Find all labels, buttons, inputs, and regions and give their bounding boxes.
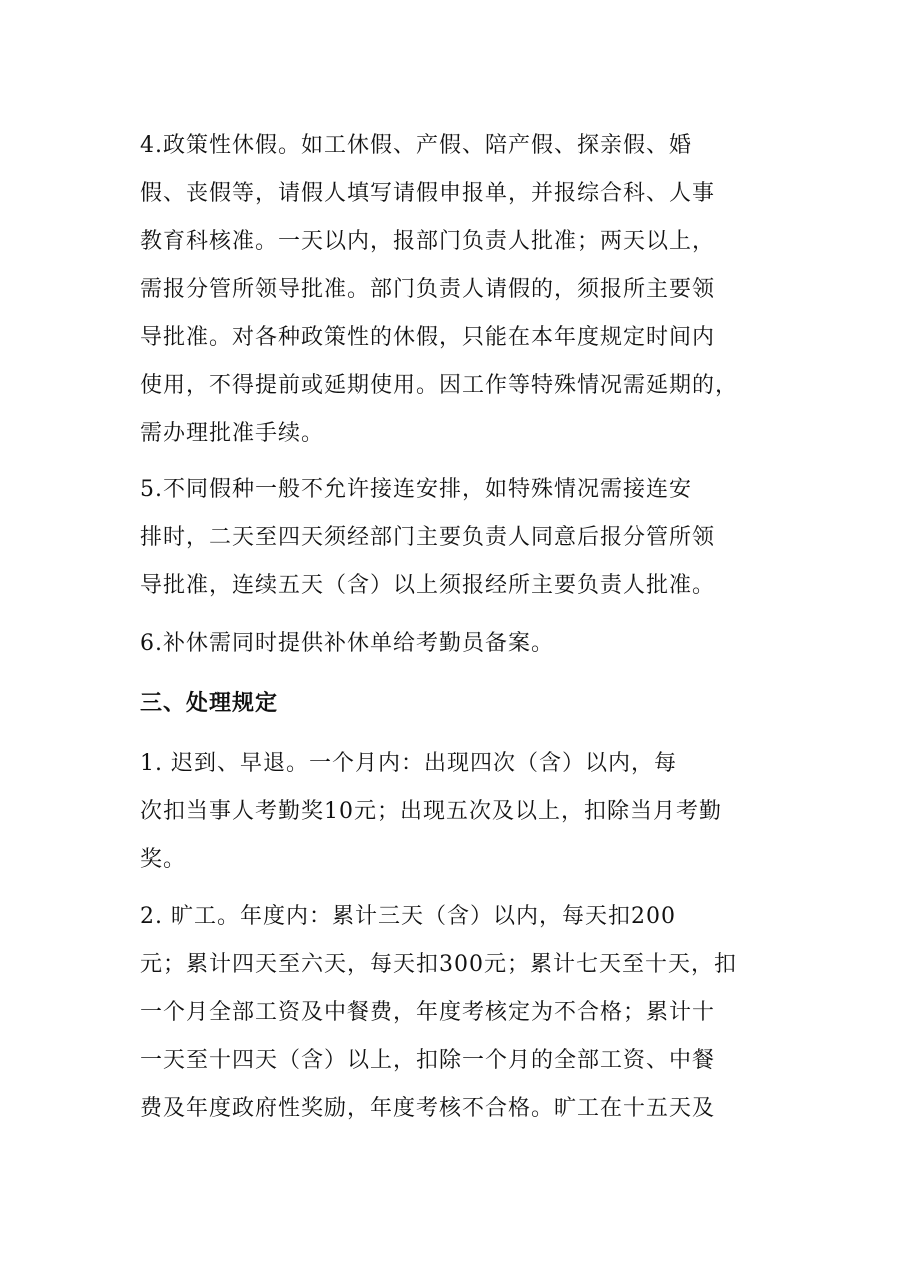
item-2-line-1: 2. 旷工。年度内：累计三天（含）以内，每天扣200 <box>140 904 676 929</box>
paragraph-4-line-6: 使用，不得提前或延期使用。因工作等特殊情况需延期的， <box>140 373 739 398</box>
item-1-line-1: 1. 迟到、早退。一个月内：出现四次（含）以内，每 <box>140 751 677 776</box>
paragraph-5-line-3: 导批准，连续五天（含）以上须报经所主要负责人批准。 <box>140 573 716 598</box>
paragraph-4-line-4: 需报分管所领导批准。部门负责人请假的，须报所主要领 <box>140 277 716 302</box>
item-2-line-5: 费及年度政府性奖励，年度考核不合格。旷工在十五天及 <box>140 1096 716 1121</box>
paragraph-5-line-2: 排时，二天至四天须经部门主要负责人同意后报分管所领 <box>140 525 716 550</box>
paragraph-6-line-1: 6.补休需同时提供补休单给考勤员备案。 <box>140 631 554 656</box>
item-2-line-3: 一个月全部工资及中餐费，年度考核定为不合格；累计十 <box>140 1000 716 1025</box>
item-1 <box>140 740 780 884</box>
paragraph-4-line-1: 4.政策性休假。如工休假、产假、陪产假、探亲假、婚 <box>140 133 692 158</box>
item-2-line-2: 元；累计四天至六天，每天扣300元；累计七天至十天，扣 <box>140 952 737 977</box>
item-2-line-4: 一天至十四天（含）以上，扣除一个月的全部工资、中餐 <box>140 1048 716 1073</box>
item-2 <box>140 893 780 1133</box>
section-heading <box>140 680 780 728</box>
paragraph-4-line-3: 教育科核准。一天以内，报部门负责人批准；两天以上， <box>140 229 716 254</box>
paragraph-4 <box>140 122 780 458</box>
paragraph-4-line-5: 导批准。对各种政策性的休假，只能在本年度规定时间内 <box>140 325 716 350</box>
section-title: 三、处理规定 <box>140 691 279 716</box>
paragraph-4-line-7: 需办理批准手续。 <box>140 421 325 446</box>
item-1-line-2: 次扣当事人考勤奖10元；出现五次及以上，扣除当月考勤 <box>140 799 722 824</box>
paragraph-5 <box>140 466 780 610</box>
item-1-line-3: 奖。 <box>140 847 187 872</box>
paragraph-4-line-2: 假、丧假等，请假人填写请假申报单，并报综合科、人事 <box>140 181 716 206</box>
paragraph-6 <box>140 620 780 668</box>
paragraph-5-line-1: 5.不同假种一般不允许接连安排，如特殊情况需接连安 <box>140 477 692 502</box>
